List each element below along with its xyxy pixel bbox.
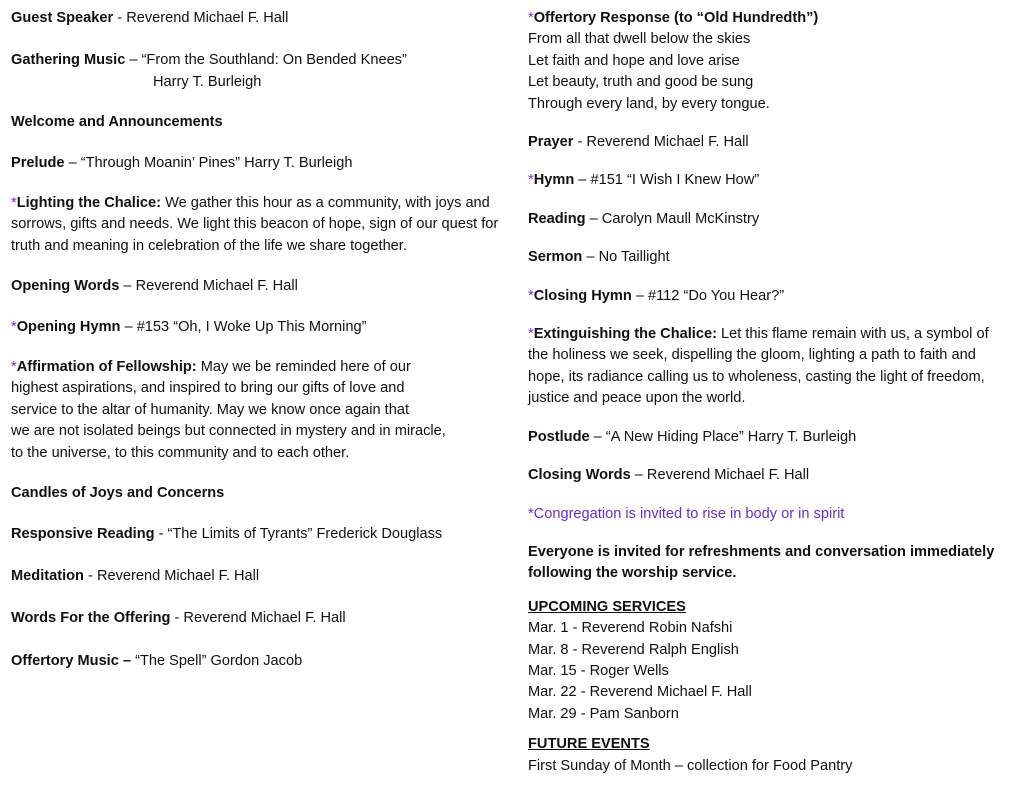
list-item: First Sunday of Month – collection for Food Pantry	[528, 757, 853, 774]
prayer: Prayer - Reverend Michael F. Hall	[528, 134, 749, 151]
future-events-heading: FUTURE EVENTS	[528, 736, 650, 753]
opening-words: Opening Words – Reverend Michael F. Hall	[11, 278, 298, 295]
list-item: Mar. 8 - Reverend Ralph English	[528, 641, 739, 658]
offertory-music: Offertory Music – “The Spell” Gordon Jacob	[11, 652, 303, 669]
affirmation-fellowship: *Affirmation of Fellowship: May we be reminded here of our highest aspirations, and inspired to bring our gifts of love and service to the altar of humanity. May we know once again that we are not isolated beings but connected in mystery and in miracle, to the universe, to this community and to each other.	[11, 359, 446, 461]
welcome-heading: Welcome and Announcements	[11, 114, 223, 131]
list-item: Mar. 15 - Roger Wells	[528, 662, 669, 679]
upcoming-services-heading: UPCOMING SERVICES	[528, 598, 686, 615]
gathering-music-composer: Harry T. Burleigh	[153, 73, 262, 90]
hymn: *Hymn – #151 “I Wish I Knew How”	[528, 172, 760, 189]
words-for-offering: Words For the Offering - Reverend Michael F. Hall	[11, 610, 346, 627]
congregation-note: *Congregation is invited to rise in body or in spirit	[528, 505, 845, 522]
offertory-response: *Offertory Response (to “Old Hundredth”) From all that dwell below the skies Let faith and hope and love arise Let beauty, truth and good be sung Through every land, by every tongue.	[528, 10, 819, 112]
refreshments-note: Everyone is invited for refreshments and conversation immediately following the worship service.	[528, 543, 995, 582]
list-item: Mar. 29 - Pam Sanborn	[528, 705, 679, 722]
left-column	[11, 8, 506, 672]
responsive-reading: Responsive Reading - “The Limits of Tyrants” Frederick Douglass	[11, 525, 443, 542]
list-item: Mar. 1 - Reverend Robin Nafshi	[528, 620, 733, 637]
gathering-music: Gathering Music – “From the Southland: On Bended Knees”	[11, 52, 407, 69]
meditation: Meditation - Reverend Michael F. Hall	[11, 567, 260, 584]
extinguishing-chalice: *Extinguishing the Chalice: Let this flame remain with us, a symbol of the holiness we seek, dispelling the gloom, lighting a path to faith and hope, its radiance calling us to wholeness, casting the light of freedom, justice and peace upon the world.	[528, 326, 989, 407]
guest-speaker: Guest Speaker - Reverend Michael F. Hall	[11, 10, 289, 26]
opening-hymn: *Opening Hymn – #153 “Oh, I Woke Up This Morning”	[11, 318, 367, 335]
closing-words: Closing Words – Reverend Michael F. Hall	[528, 467, 810, 484]
list-item: Mar. 22 - Reverend Michael F. Hall	[528, 684, 752, 701]
right-column	[528, 8, 1008, 777]
upcoming-services	[528, 597, 1008, 725]
future-events	[528, 734, 1008, 777]
prelude: Prelude – “Through Moanin’ Pines” Harry T. Burleigh	[11, 154, 353, 171]
closing-hymn: *Closing Hymn – #112 “Do You Hear?”	[528, 287, 785, 304]
reading: Reading – Carolyn Maull McKinstry	[528, 210, 760, 227]
lighting-chalice: *Lighting the Chalice: We gather this hour as a community, with joys and sorrows, gifts and needs. We light this beacon of hope, sign of our quest for truth and meaning in celebration of the life we share together.	[11, 195, 499, 254]
sermon: Sermon – No Taillight	[528, 249, 670, 266]
candles-heading: Candles of Joys and Concerns	[11, 485, 225, 502]
postlude: Postlude – “A New Hiding Place” Harry T. Burleigh	[528, 428, 857, 445]
